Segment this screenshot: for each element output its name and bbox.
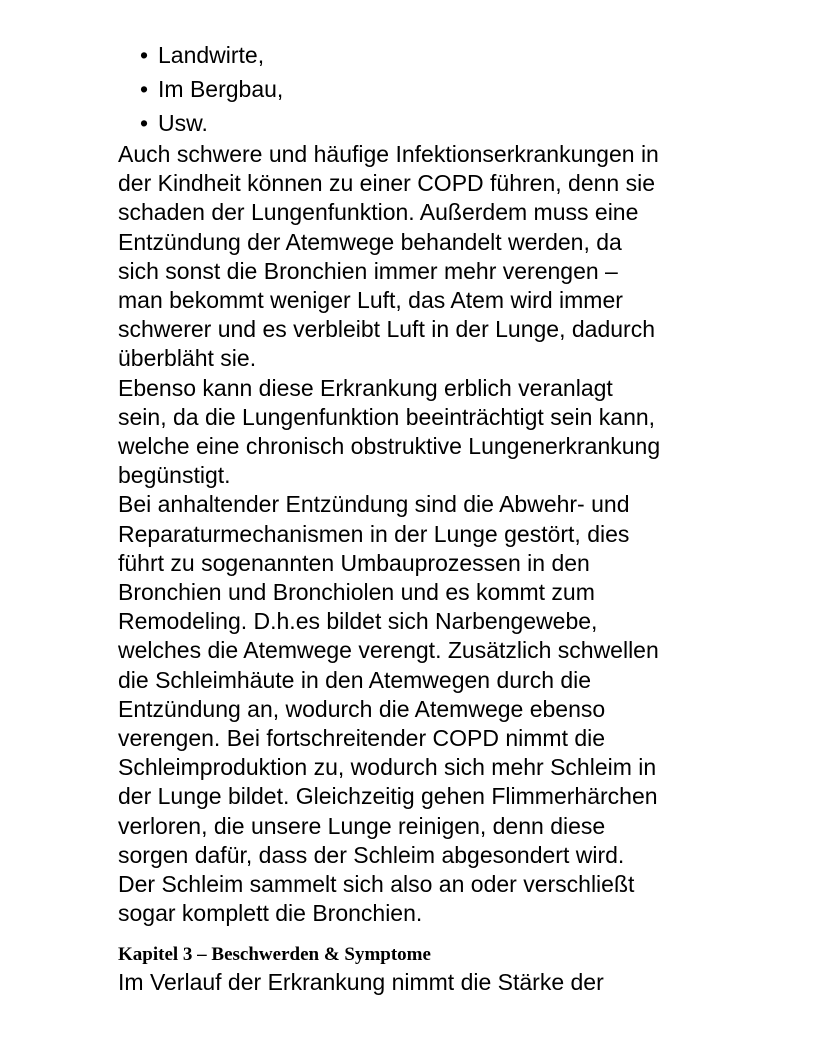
bullet-icon: •: [140, 42, 149, 68]
paragraph-heredity: Ebenso kann diese Erkrankung erblich veranlagt sein, da die Lungenfunktion beeinträchtigt sein kann, welche eine chronisch obstruktive Lungenerkrankung begünstigt.: [118, 374, 661, 489]
chapter-heading: Kapitel 3 – Beschwerden & Symptome: [118, 944, 431, 966]
bullet-icon: •: [140, 76, 149, 102]
paragraph-remodeling: Bei anhaltender Entzündung sind die Abwehr- und Reparaturmechanismen in der Lunge gestört, dies führt zu sogenannten Umbauprozessen in den Bronchien und Bronchiolen und es kommt zum Remodeling. D.h.es bildet sich Narbengewebe, welches die Atemwege verengt. Zusätzlich schwellen die Schleimhäute in den Atemwegen durch die Entzündung an, wodurch die Atemwege ebenso verengen. Bei fortschreitender COPD nimmt die Schleimproduktion zu, wodurch sich mehr Schleim in der Lunge bildet. Gleichzeitig gehen Flimmerhärchen verloren, die unsere Lunge reinigen, denn diese sorgen dafür, dass der Schleim abgesondert wird. Der Schleim sammelt sich also an oder verschließt sogar komplett die Bronchien.: [118, 491, 659, 927]
document-page: [118, 38, 718, 998]
bullet-icon: •: [140, 110, 149, 136]
bullet-list: [118, 38, 718, 140]
list-item-text: Im Bergbau,: [158, 76, 284, 102]
list-item-text: Usw.: [158, 110, 208, 136]
paragraph-infections: Auch schwere und häufige Infektionserkrankungen in der Kindheit können zu einer COPD führen, denn sie schaden der Lungenfunktion. Außerdem muss eine Entzündung der Atemwege behandelt werden, da sich sonst die Bronchien immer mehr verengen – man bekommt weniger Luft, das Atem wird immer schwerer und es verbleibt Luft in der Lunge, dadurch überbläht sie.: [118, 141, 659, 372]
list-item: [140, 106, 718, 140]
list-item-text: Landwirte,: [158, 42, 265, 68]
list-item: [140, 38, 718, 72]
list-item: [140, 72, 718, 106]
paragraph-chapter-intro: Im Verlauf der Erkrankung nimmt die Stärke der: [118, 969, 604, 996]
